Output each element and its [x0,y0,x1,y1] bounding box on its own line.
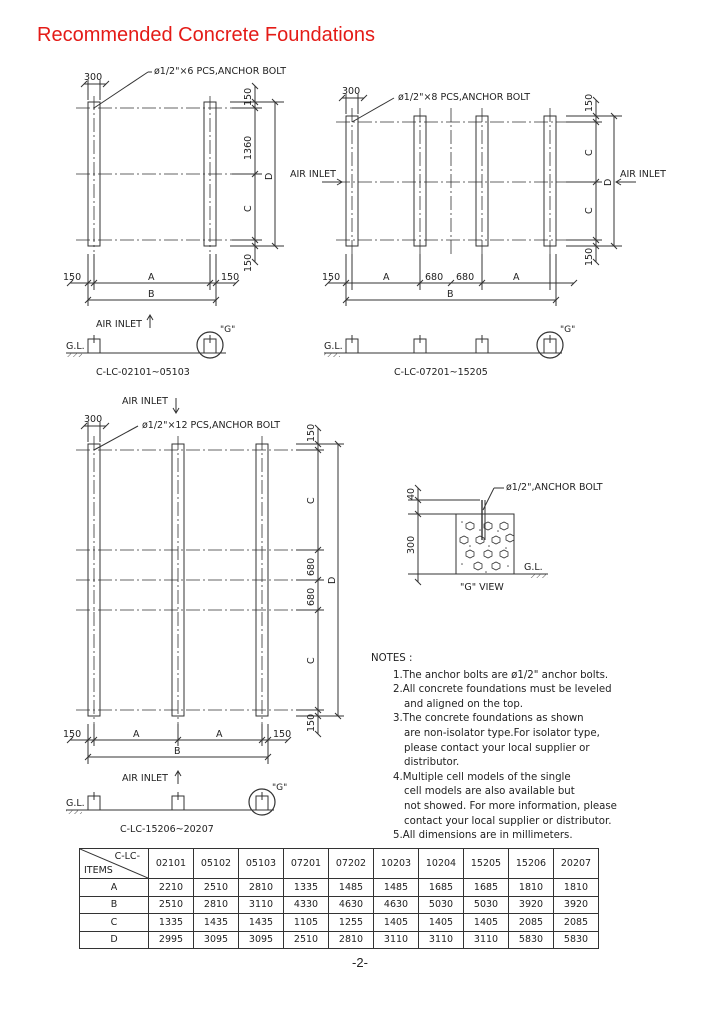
dim-c-upper: C [306,497,317,504]
ground-level-label: G.L. [66,341,85,352]
dim-40: 40 [406,487,417,500]
air-inlet-label: AIR INLET [96,319,142,330]
table-cell: 2085 [509,914,554,932]
table-cell: 3920 [509,896,554,914]
corner-items-label: ITEMS [84,865,113,876]
g-view-caption: "G" VIEW [460,582,504,593]
table-cell: 2510 [149,896,194,914]
table-cell: 3095 [194,931,239,949]
table-cell: 1405 [374,914,419,932]
dim-a: A [148,272,155,283]
dim-c-lower: C [584,207,595,214]
table-row [80,879,599,897]
dim-b: B [174,746,181,757]
column-header: 15205 [464,849,509,879]
dim-1360: 1360 [243,135,254,160]
table-cell: 5030 [419,896,464,914]
corner-model-label: C-LC- [114,851,140,862]
g-view-labels [406,482,603,593]
table-cell: 1105 [284,914,329,932]
dim-c: C [243,205,254,212]
table-row [80,931,599,949]
table-cell: 2510 [284,931,329,949]
table-cell: 2510 [194,879,239,897]
notes-heading: NOTES : [371,653,413,664]
note-line: 2.All concrete foundations must be leveled [393,684,612,696]
table-header-row [80,849,599,879]
dim-150-bottom: 150 [306,713,317,732]
table-cell: 1335 [284,879,329,897]
anchor-bolt-callout: ø1/2",ANCHOR BOLT [506,482,603,493]
column-header: 20207 [554,849,599,879]
g-detail-callout: "G" [560,325,576,335]
table-corner-cell [80,849,149,879]
air-inlet-top-label: AIR INLET [122,396,168,407]
column-header: 07201 [284,849,329,879]
table-cell: 3110 [419,931,464,949]
dim-680-left: 680 [425,272,444,283]
dim-a-right: A [513,272,520,283]
diagram-1-labels [63,66,286,378]
anchor-bolt-callout: ø1/2"×8 PCS,ANCHOR BOLT [398,92,531,103]
g-detail-callout: "G" [220,325,236,335]
column-header: 10204 [419,849,464,879]
row-header: C [80,914,149,932]
table-cell: 1405 [419,914,464,932]
note-line: please contact your local supplier or [404,742,590,754]
table-cell: 2810 [194,896,239,914]
table-cell: 2085 [554,914,599,932]
notes-block [371,652,617,844]
dim-150-left: 150 [63,272,82,283]
dim-150: 150 [322,272,341,283]
air-inlet-left-label: AIR INLET [290,169,336,180]
dim-150-bottom: 150 [584,247,595,266]
table-cell: 1810 [509,879,554,897]
dim-a-right: A [216,729,223,740]
diagram-1 [66,72,284,358]
table-row [80,914,599,932]
table-cell: 1435 [194,914,239,932]
dim-c-upper: C [584,149,595,156]
dim-300: 300 [342,86,361,97]
dim-680-upper: 680 [306,557,317,576]
row-header: B [80,896,149,914]
table-cell: 4630 [329,896,374,914]
dim-c-lower: C [306,657,317,664]
row-header: D [80,931,149,949]
dim-a-left: A [383,272,390,283]
table-cell: 2210 [149,879,194,897]
dim-300: 300 [84,414,103,425]
dim-150-left: 150 [63,729,82,740]
table-cell: 5030 [464,896,509,914]
note-line: 1.The anchor bolts are ø1/2" anchor bolts. [393,669,609,681]
dim-d: D [264,172,275,180]
dim-150-right: 150 [273,729,292,740]
table-cell: 1405 [464,914,509,932]
table-cell: 3110 [239,896,284,914]
dim-150-top: 150 [306,423,317,442]
column-header: 05103 [239,849,284,879]
air-inlet-label: AIR INLET [122,773,168,784]
table-cell: 3095 [239,931,284,949]
table-cell: 1335 [149,914,194,932]
table-cell: 3110 [374,931,419,949]
table-cell: 5830 [554,931,599,949]
air-inlet-right-label: AIR INLET [620,169,666,180]
diagram-3-labels [63,396,338,835]
dim-b: B [447,289,454,300]
model-range-label: C-LC-07201~15205 [394,367,488,378]
note-line: 3.The concrete foundations as shown [393,713,584,725]
table-cell: 1255 [329,914,374,932]
table-cell: 2810 [239,879,284,897]
table-cell: 1685 [464,879,509,897]
table-cell: 1810 [554,879,599,897]
table-row [80,896,599,914]
dimensions-table [79,848,599,949]
dim-a-left: A [133,729,140,740]
note-line: cell models are also available but [404,786,575,798]
dim-150-bottom: 150 [243,253,254,272]
diagram-2 [322,94,636,358]
table-cell: 2995 [149,931,194,949]
page-title: Recommended Concrete Foundations [37,24,375,46]
table-cell: 4330 [284,896,329,914]
dim-300: 300 [84,72,103,83]
table-cell: 2810 [329,931,374,949]
dim-150-top: 150 [243,87,254,106]
note-line: not showed. For more information, please [404,800,617,812]
ground-level-label: G.L. [66,798,85,809]
note-line: 5.All dimensions are in millimeters. [393,830,573,842]
column-header: 07202 [329,849,374,879]
table-cell: 1685 [419,879,464,897]
row-header: A [80,879,149,897]
dim-d: D [603,178,614,186]
table-cell: 3110 [464,931,509,949]
table-cell: 1435 [239,914,284,932]
dim-b: B [148,289,155,300]
anchor-bolt-callout: ø1/2"×12 PCS,ANCHOR BOLT [142,420,281,431]
g-detail-callout: "G" [272,783,288,793]
dim-300: 300 [406,535,417,554]
dim-680-lower: 680 [306,587,317,606]
note-line: are non-isolator type.For isolator type, [404,727,600,739]
note-line: 4.Multiple cell models of the single [393,771,571,783]
note-line: contact your local supplier or distributor. [404,815,612,827]
column-header: 15206 [509,849,554,879]
model-range-label: C-LC-02101~05103 [96,367,190,378]
column-header: 10203 [374,849,419,879]
model-range-label: C-LC-15206~20207 [120,824,214,835]
dim-150-right: 150 [221,272,240,283]
table-cell: 5830 [509,931,554,949]
table-cell: 3920 [554,896,599,914]
ground-level-label: G.L. [524,562,543,573]
note-line: distributor. [404,757,460,769]
ground-level-label: G.L. [324,341,343,352]
note-line: and aligned on the top. [404,698,524,710]
dim-680-right: 680 [456,272,475,283]
table-cell: 1485 [329,879,374,897]
anchor-bolt-callout: ø1/2"×6 PCS,ANCHOR BOLT [154,66,287,77]
dim-150-top: 150 [584,93,595,112]
column-header: 05102 [194,849,239,879]
column-header: 02101 [149,849,194,879]
table-cell: 1485 [374,879,419,897]
dim-d: D [327,576,338,584]
page-number: -2- [352,955,368,970]
diagram-3 [66,398,344,815]
table-cell: 4630 [374,896,419,914]
